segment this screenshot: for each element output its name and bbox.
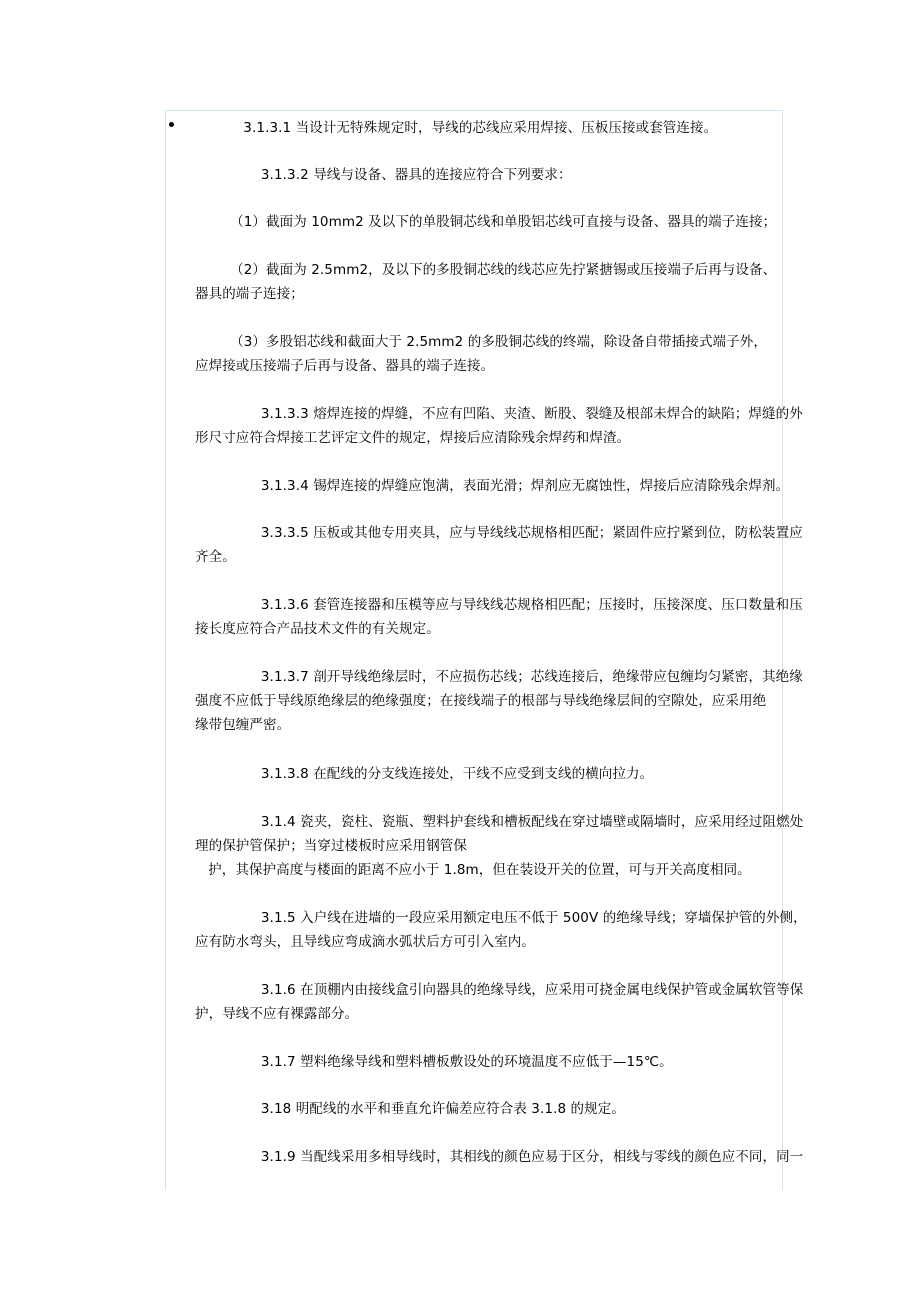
paragraph (195, 762, 781, 786)
paragraph-line: 应有防水弯头，且导线应弯成滴水弧状后方可引入室内。 (195, 934, 535, 950)
paragraph-line: 形尺寸应符合焊接工艺评定文件的规定，焊接后应清除残余焊药和焊渣。 (195, 430, 631, 446)
paragraph-line: 3.1.9 当配线采用多相导线时，其相线的颜色应易于区分，相线与零线的颜色应不同，同一 (195, 1149, 804, 1165)
paragraph-line: 应焊接或压接端子后再与设备、器具的端子连接。 (195, 358, 495, 374)
paragraph (195, 521, 803, 569)
paragraph (195, 665, 803, 737)
paragraph-line: 缘带包缠严密。 (195, 717, 291, 733)
paragraph-line: 3.1.7 塑料绝缘导线和塑料槽板敷设处的环境温度不应低于—15℃。 (195, 1054, 673, 1070)
paragraph-line: （3）多股铝芯线和截面大于 2.5mm2 的多股铜芯线的终端，除设备自带插接式端子外， (195, 334, 767, 350)
paragraph (195, 810, 804, 882)
paragraph (195, 906, 807, 954)
paragraph-line: 强度不应低于导线原绝缘层的绝缘强度；在接线端子的根部与导线绝缘层间的空隙处，应采用绝 (195, 693, 767, 709)
paragraph-line: 接长度应符合产品技术文件的有关规定。 (195, 621, 440, 637)
paragraph-line: 3.1.3.7 剖开导线绝缘层时，不应损伤芯线；芯线连接后，绝缘带应包缠均匀紧密，其绝缘 (195, 669, 803, 685)
paragraph-line: （2）截面为 2.5mm2，及以下的多股铜芯线的线芯应先拧紧搪锡或压接端子后再与设备、 (195, 262, 777, 278)
paragraph-line: 3.1.3.3 熔焊连接的焊缝，不应有凹陷、夹渣、断股、裂缝及根部未焊合的缺陷；焊缝的外 (195, 406, 803, 422)
paragraph-line: 3.18 明配线的水平和垂直允许偏差应符合表 3.1.8 的规定。 (195, 1101, 625, 1117)
bullet-icon (169, 122, 174, 127)
paragraph (195, 1145, 804, 1169)
paragraph-line: 护，导线不应有裸露部分。 (195, 1006, 359, 1022)
paragraph-line: 3.1.3.4 锡焊连接的焊缝应饱满，表面光滑；焊剂应无腐蚀性，焊接后应清除残余焊剂。 (195, 478, 790, 494)
paragraph (195, 474, 790, 498)
paragraph (195, 258, 781, 306)
paragraph-line: 护，其保护高度与楼面的距离不应小于 1.8m，但在装设开关的位置，可与开关高度相同。 (195, 862, 751, 878)
paragraph-line: 3.1.3.6 套管连接器和压模等应与导线线芯规格相匹配；压接时，压接深度、压口数量和压 (195, 597, 803, 613)
paragraph-line: （1）截面为 10mm2 及以下的单股铜芯线和单股铝芯线可直接与设备、器具的端子连接； (195, 214, 777, 230)
paragraph-line: 3.1.3.8 在配线的分支线连接处，干线不应受到支线的横向拉力。 (195, 766, 654, 782)
paragraph (195, 116, 781, 140)
paragraph (195, 1050, 781, 1074)
paragraph (195, 593, 803, 641)
paragraph-line: 器具的端子连接； (195, 286, 304, 302)
paragraph-line: 3.1.5 入户线在进墙的一段应采用额定电压不低于 500V 的绝缘导线；穿墙保护管的外侧， (195, 910, 807, 926)
paragraph (195, 402, 803, 450)
paragraph-line: 理的保护管保护；当穿过楼板时应采用钢管保 (195, 838, 467, 854)
paragraph (195, 210, 781, 234)
paragraph-line: 3.1.4 瓷夹，瓷柱、瓷瓶、塑料护套线和槽板配线在穿过墙壁或隔墙时，应采用经过阻燃处 (195, 814, 804, 830)
paragraph-line: 3.3.3.5 压板或其他专用夹具，应与导线线芯规格相匹配；紧固件应拧紧到位，防松装置应 (195, 525, 803, 541)
paragraph (195, 1097, 781, 1121)
paragraph-line: 3.1.6 在顶棚内由接线盒引向器具的绝缘导线，应采用可挠金属电线保护管或金属软管等保 (195, 982, 804, 998)
paragraph (195, 163, 781, 187)
paragraph (195, 978, 804, 1026)
paragraph-line: 齐全。 (195, 549, 236, 565)
paragraph-line: 3.1.3.2 导线与设备、器具的连接应符合下列要求： (195, 167, 572, 183)
paragraph (195, 330, 781, 378)
paragraph-line: 3.1.3.1 当设计无特殊规定时，导线的芯线应采用焊接、压板压接或套管连接。 (195, 120, 718, 136)
